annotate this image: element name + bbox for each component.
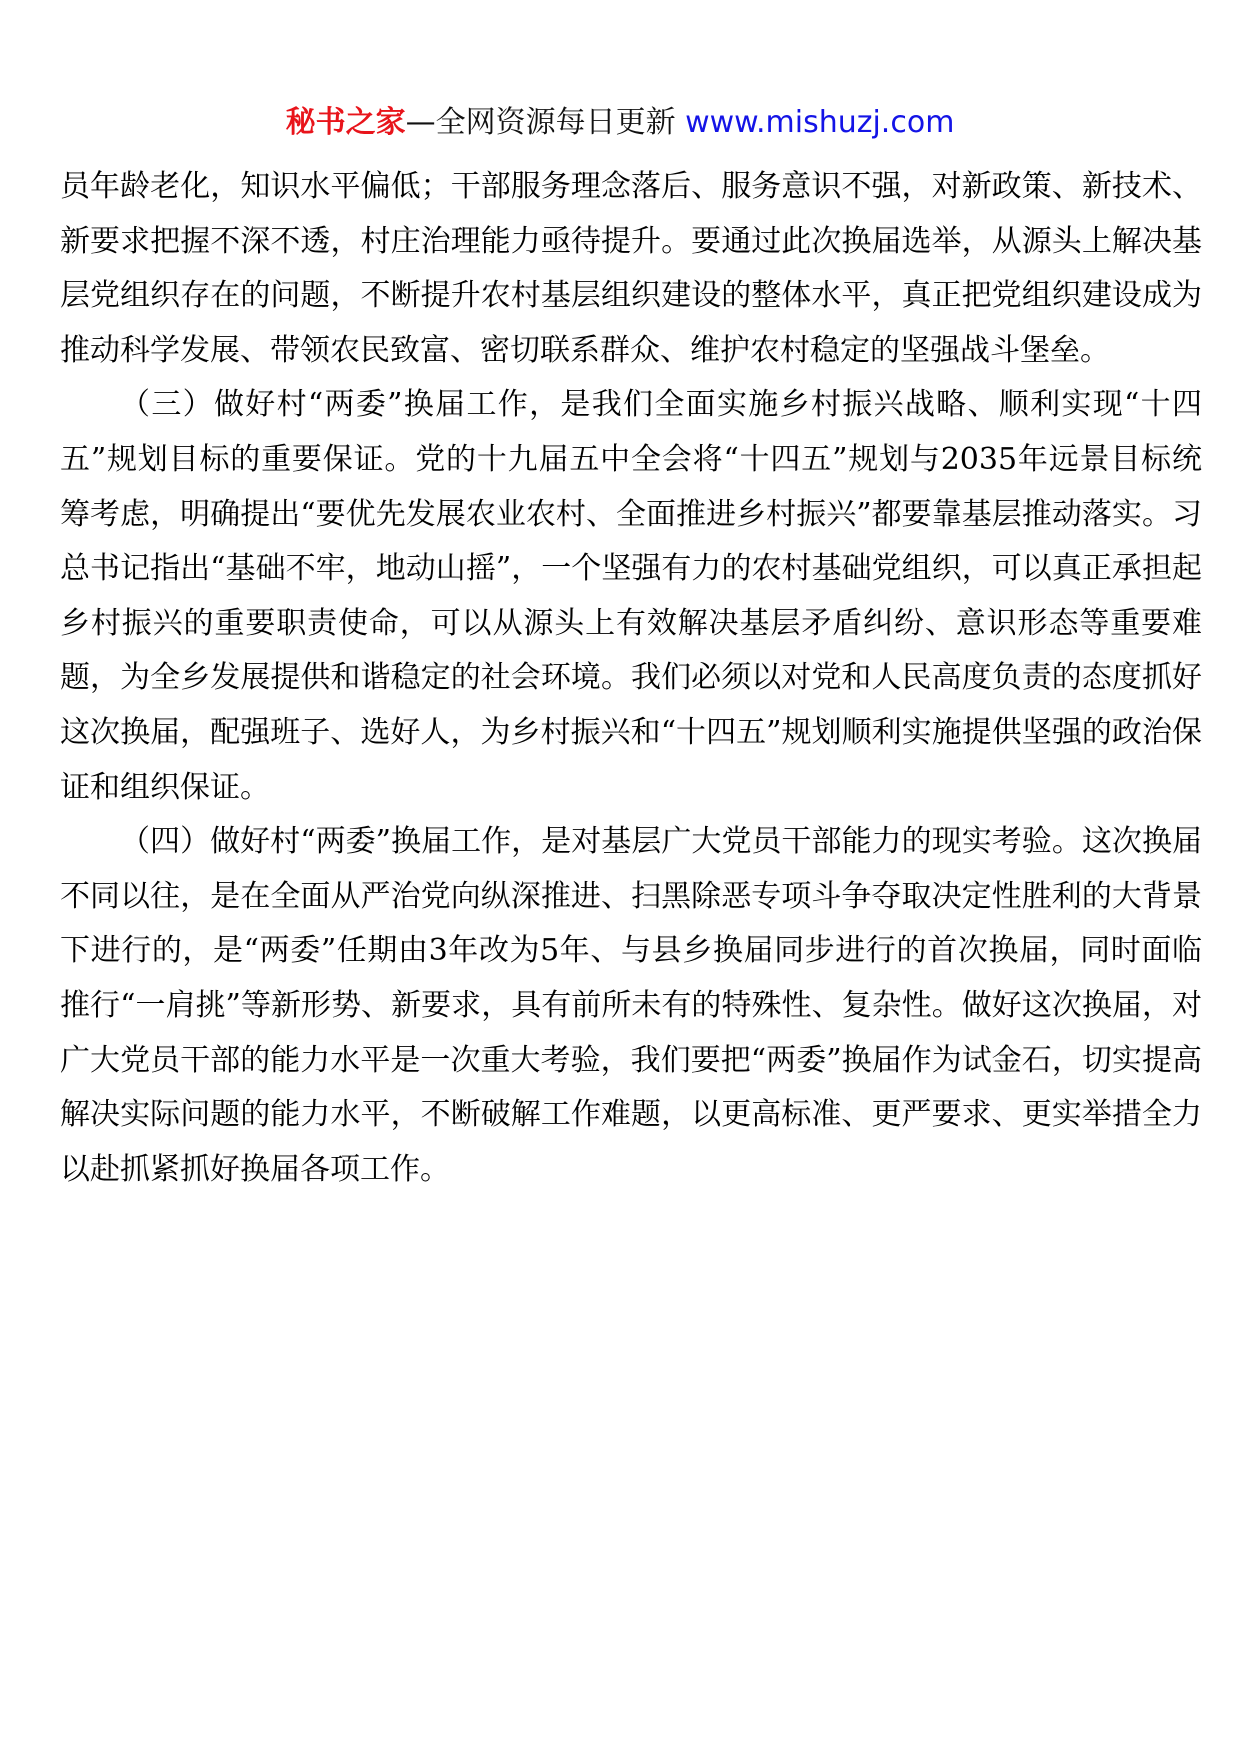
paragraph-section-four: （四）做好村“两委”换届工作，是对基层广大党员干部能力的现实考验。这次换届不同以往，是在全面从严治党向纵深推进、扫黑除恶专项斗争夺取决定性胜利的大背景下进行的，是“两委”任期由3年改为5年、与县乡换届同步进行的首次换届，同时面临推行“一肩挑”等新形势、新要求，具有前所未有的特殊性、复杂性。做好这次换届，对广大党员干部的能力水平是一次重大考验，我们要把“两委”换届作为试金石，切实提高解决实际问题的能力水平，不断破解工作难题，以更高标准、更严要求、更实举措全力以赴抓紧抓好换届各项工作。	[60, 824, 1202, 1187]
paragraph-section-three: （三）做好村“两委”换届工作，是我们全面实施乡村振兴战略、顺利实现“十四五”规划目标的重要保证。党的十九届五中全会将“十四五”规划与2035年远景目标统筹考虑，明确提出“要优先发展农业农村、全面推进乡村振兴”都要靠基层推动落实。习总书记指出“基础不牢，地动山摇”，一个坚强有力的农村基础党组织，可以真正承担起乡村振兴的重要职责使命，可以从源头上有效解决基层矛盾纠纷、意识形态等重要难题，为全乡发展提供和谐稳定的社会环境。我们必须以对党和人民高度负责的态度抓好这次换届，配强班子、选好人，为乡村振兴和“十四五”规划顺利实施提供坚强的政治保证和组织保证。	[60, 387, 1202, 805]
header-brand: 秘书之家	[285, 105, 406, 140]
paragraph-continued: 员年龄老化，知识水平偏低；干部服务理念落后、服务意识不强，对新政策、新技术、新要求把握不深不透，村庄治理能力亟待提升。要通过此次换届选举，从源头上解决基层党组织存在的问题，不断提升农村基层组织建设的整体水平，真正把党组织建设成为推动科学发展、带领农民致富、密切联系群众、维护农村稳定的坚强战斗堡垒。	[60, 169, 1202, 368]
header-tagline: —全网资源每日更新	[405, 105, 676, 140]
page-header	[0, 98, 1240, 148]
header-site-url: www.mishuzj.com	[675, 105, 955, 140]
document-body	[60, 160, 1202, 1197]
